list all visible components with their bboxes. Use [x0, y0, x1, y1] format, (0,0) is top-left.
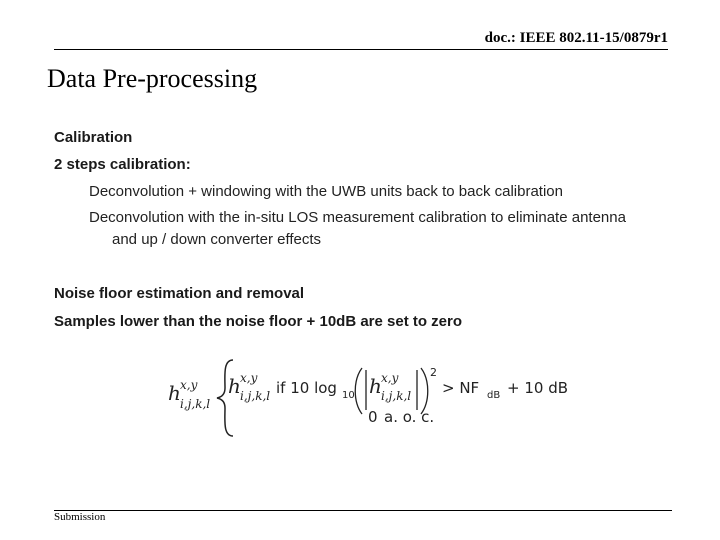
bullet-threshold: Samples lower than the noise floor + 10dB are set to zero: [54, 313, 463, 330]
sub-bullet-step-two: Deconvolution with the in-situ LOS measurement calibration to eliminate antenna: [89, 209, 626, 226]
bullet-calibration: Calibration: [54, 129, 133, 146]
sub-bullet-step-one: Deconvolution + windowing with the UWB units back to back calibration: [89, 183, 563, 200]
formula-abs-superscript: x,y: [381, 371, 399, 385]
formula-case-subscript: i,j,k,l: [240, 389, 271, 403]
formula-nf-subscript: dB: [487, 390, 501, 401]
footer-submission: Submission: [54, 511, 106, 523]
formula-lhs-h: h: [168, 381, 181, 405]
footer-divider: [54, 510, 672, 511]
formula-case-superscript: x,y: [240, 371, 258, 385]
formula-abs-h: h: [369, 374, 382, 398]
formula-else-value: 0: [368, 408, 378, 426]
threshold-formula: [160, 352, 590, 442]
slide-title: Data Pre-processing: [47, 64, 258, 93]
formula-lhs-superscript: x,y: [180, 378, 198, 392]
formula-lhs-subscript: i,j,k,l: [180, 397, 211, 411]
formula-log-base: 10: [342, 390, 355, 401]
formula-open-paren: [355, 368, 362, 414]
bullet-two-steps: 2 steps calibration:: [54, 156, 191, 173]
formula-power: 2: [430, 366, 437, 379]
formula-offset: + 10 dB: [507, 379, 569, 397]
header-divider: [54, 49, 668, 50]
formula-left-brace: [217, 360, 233, 436]
formula-comparison: > NF: [442, 379, 480, 397]
formula-case-h: h: [228, 374, 241, 398]
formula-else-text: a. o. c.: [384, 408, 435, 426]
document-id: doc.: IEEE 802.11-15/0879r1: [484, 30, 668, 46]
formula-if-text: if 10 log: [276, 379, 337, 397]
formula-abs-subscript: i,j,k,l: [381, 389, 412, 403]
bullet-noise-floor: Noise floor estimation and removal: [54, 285, 305, 302]
sub-bullet-step-two-continued: and up / down converter effects: [112, 231, 322, 248]
